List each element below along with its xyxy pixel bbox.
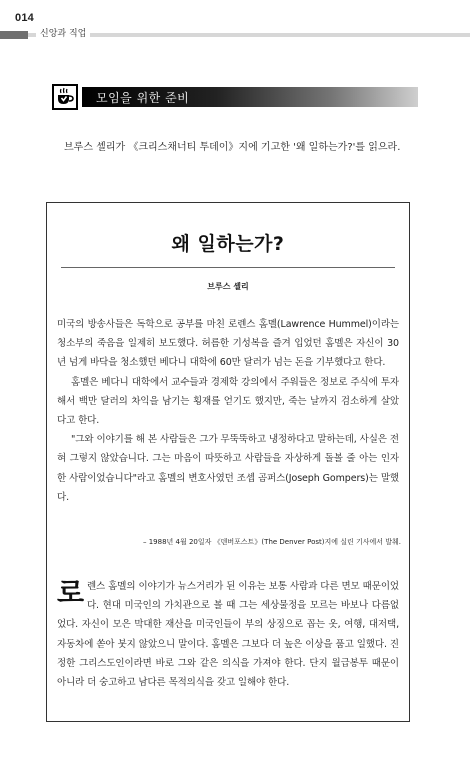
article-title: 왜 일하는가? xyxy=(171,233,285,255)
dropcap: 로 xyxy=(57,576,84,609)
article-author: 브루스 셸리 xyxy=(207,282,249,291)
header-bar-light xyxy=(28,33,470,37)
section-banner xyxy=(52,84,418,110)
section-title: 모임을 위한 준비 xyxy=(96,90,190,105)
article-paragraph: 미국의 방송사들은 독학으로 공부를 마친 로렌스 홈멜(Lawrence Hummel)이라는 청소부의 죽음을 일제히 보도했다. 허름한 기성복을 즐겨 입었던 홈멜은 자신이 30년 넘게 바닥을 청소했던 베다니 대학에 60만 달러가 넘는 돈을 기부했다고 한다. xyxy=(57,319,399,369)
article-paragraph: 홈멜은 베다니 대학에서 교수들과 경제학 강의에서 주워들은 정보로 주식에 투자해서 백만 달러의 차익을 남기는 횡재를 얻기도 했지만, 죽는 날까지 검소하게 살았다고 한다. xyxy=(57,376,399,427)
coffee-cup-icon xyxy=(52,84,78,110)
article-rule xyxy=(61,267,395,268)
chapter-title: 신앙과 직업 xyxy=(36,26,90,39)
article-comment xyxy=(57,577,399,692)
header-bar-dark xyxy=(0,31,28,39)
article-body xyxy=(57,315,399,507)
page-number: 014 xyxy=(15,12,34,24)
article-citation: – 1988년 4월 20일자 《덴버포스트》(The Denver Post)지에 실린 기사에서 발췌. xyxy=(143,538,401,546)
intro-text: 브루스 셸리가 《크리스채너티 투데이》지에 기고한 '왜 일하는가?'를 읽으라. xyxy=(64,142,401,153)
section-title-box xyxy=(82,87,418,107)
article-paragraph: "그와 이야기를 해 본 사람들은 그가 무뚝뚝하고 냉정하다고 말하는데, 사실은 전혀 그렇지 않았습니다. 그는 마음이 따뜻하고 사람들을 자상하게 돌볼 줄 아는 인자한 사람이었습니다"라고 홈멜의 변호사였던 조셉 곰퍼스(Joseph Gompers)는 말했다. xyxy=(57,434,399,503)
article-box xyxy=(46,202,410,722)
comment-text: 렌스 홈멜의 이야기가 뉴스거리가 된 이유는 보통 사람과 다른 면모 때문이었다. 현대 미국인의 가치관으로 볼 때 그는 세상물정을 모르는 바보나 다름없었다. 자신이 모은 막대한 재산을 미국인들이 부의 상징으로 꼽는 옷, 여행, 대저택, 자동차에 쏟아 붓지 않았으니 말이다. 홈멜은 그보다 더 높은 이상을 품고 일했다. 진정한 그리스도인이라면 바로 그와 같은 의식을 가져야 한다. 단지 월급봉투 때문이 아니라 더 숭고하고 남다른 목적의식을 갖고 일해야 한다. xyxy=(57,581,399,689)
